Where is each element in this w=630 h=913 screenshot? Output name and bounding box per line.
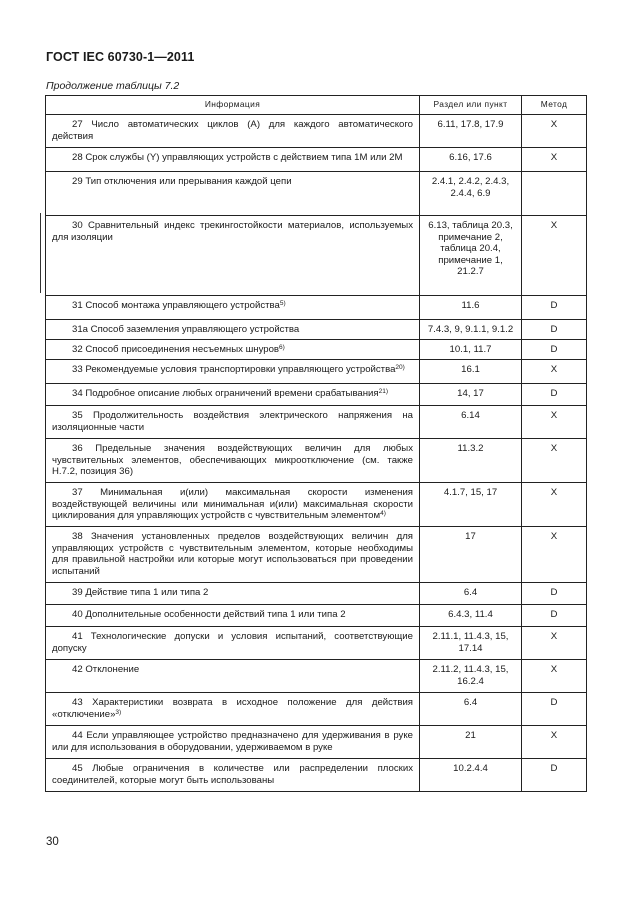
- row-info-cell: [46, 216, 420, 296]
- row-section-cell: 10.2.4.4: [420, 759, 522, 792]
- table-row: [46, 527, 587, 583]
- footnote-ref: 6): [279, 344, 285, 351]
- row-info-cell: [46, 759, 420, 792]
- row-info-text: 31а Способ заземления управляющего устройства: [72, 324, 300, 335]
- row-method-cell: D: [522, 759, 587, 792]
- row-info-text: 42 Отклонение: [72, 664, 140, 675]
- table-row: [46, 726, 587, 759]
- row-info-text: 34 Подробное описание любых ограничений времени срабатывания: [72, 388, 379, 399]
- column-header-method: Метод: [522, 96, 587, 115]
- row-info-text: 39 Действие типа 1 или типа 2: [72, 587, 209, 598]
- row-info-text: 27 Число автоматических циклов (А) для каждого автоматического действия: [52, 119, 413, 142]
- row-info-cell: [46, 605, 420, 627]
- row-section-cell: 7.4.3, 9, 9.1.1, 9.1.2: [420, 320, 522, 340]
- table-row: [46, 360, 587, 384]
- row-info-text: 43 Характеристики возврата в исходное положение для действия «отключение»: [52, 697, 413, 720]
- footnote-ref: 4): [380, 510, 386, 517]
- row-info-cell: [46, 483, 420, 527]
- row-info-text: 28 Срок службы (Y) управляющих устройств с действием типа 1М или 2М: [72, 152, 403, 163]
- table-row: [46, 483, 587, 527]
- table-row: [46, 384, 587, 406]
- row-info-text: 41 Технологические допуски и условия испытаний, соответствующие допуску: [52, 631, 413, 654]
- row-section-cell: 10.1, 11.7: [420, 340, 522, 360]
- table-row: [46, 320, 587, 340]
- table-row: [46, 115, 587, 148]
- row-section-cell: 17: [420, 527, 522, 583]
- row-section-cell: 6.14: [420, 406, 522, 439]
- footnote-ref: 5): [279, 300, 286, 307]
- row-method-cell: D: [522, 320, 587, 340]
- table-row: [46, 693, 587, 726]
- row-info-text: 35 Продолжительность воздействия электрического напряжения на изоляционные части: [52, 410, 413, 433]
- table-row: [46, 296, 587, 320]
- row-method-cell: X: [522, 360, 587, 384]
- row-info-cell: [46, 627, 420, 660]
- row-info-cell: [46, 660, 420, 693]
- footnote-ref: 3): [115, 708, 122, 716]
- table-row: [46, 406, 587, 439]
- row-method-cell: [522, 172, 587, 216]
- row-info-cell: [46, 115, 420, 148]
- row-info-cell: [46, 296, 420, 320]
- footnote-ref: 20): [395, 364, 405, 371]
- row-info-text: 44 Если управляющее устройство предназначено для удерживания в руке или для использования в оборудовании, удерживаемом в руке: [52, 730, 413, 753]
- column-header-info: Информация: [46, 96, 420, 115]
- row-info-text: 30 Сравнительный индекс трекингостойкости материалов, используемых для изоляции: [52, 220, 413, 243]
- table-row: [46, 340, 587, 360]
- row-info-cell: [46, 384, 420, 406]
- row-section-cell: 11.3.2: [420, 439, 522, 483]
- row-info-cell: [46, 172, 420, 216]
- row-section-cell: 2.11.1, 11.4.3, 15, 17.14: [420, 627, 522, 660]
- row-info-cell: [46, 340, 420, 360]
- page-number: 30: [46, 836, 59, 848]
- table-row: [46, 216, 587, 296]
- table-row: [46, 605, 587, 627]
- row-info-cell: [46, 527, 420, 583]
- table-row: [46, 148, 587, 172]
- row-section-cell: 6.16, 17.6: [420, 148, 522, 172]
- row-method-cell: X: [522, 660, 587, 693]
- row-info-cell: [46, 406, 420, 439]
- row-method-cell: X: [522, 148, 587, 172]
- row-section-cell: 2.11.2, 11.4.3, 15, 16.2.4: [420, 660, 522, 693]
- row-method-cell: D: [522, 583, 587, 605]
- row-info-cell: [46, 726, 420, 759]
- row-info-text: 29 Тип отключения или прерывания каждой цепи: [72, 176, 292, 187]
- row-info-cell: [46, 583, 420, 605]
- row-info-text: 45 Любые ограничения в количестве или распределении плоских соединителей, которые могут быть использованы: [52, 763, 413, 786]
- row-section-cell: 6.11, 17.8, 17.9: [420, 115, 522, 148]
- row-info-cell: [46, 360, 420, 384]
- row-method-cell: X: [522, 726, 587, 759]
- footnote-ref: 21): [378, 388, 389, 395]
- row-info-text: 37 Минимальная и(или) максимальная скорости изменения воздействующей величины или минимальная и(или) максимальная скорости циклирования для управляющих устройств с чувствительным элементом: [52, 487, 413, 521]
- row-info-text: 32 Способ присоединения несъемных шнуров: [72, 344, 280, 355]
- row-info-cell: [46, 693, 420, 726]
- row-method-cell: D: [522, 693, 587, 726]
- column-header-section: Раздел или пункт: [420, 96, 522, 115]
- row-info-cell: [46, 439, 420, 483]
- row-info-text: 33 Рекомендуемые условия транспортировки управляющего устройства: [72, 364, 396, 375]
- table-row: [46, 759, 587, 792]
- row-method-cell: D: [522, 384, 587, 406]
- row-method-cell: X: [522, 483, 587, 527]
- row-method-cell: D: [522, 605, 587, 627]
- table-row: [46, 172, 587, 216]
- row-section-cell: 6.13, таблица 20.3, примечание 2, таблица 20.4, примечание 1, 21.2.7: [420, 216, 522, 296]
- table-row: [46, 660, 587, 693]
- row-info-cell: [46, 320, 420, 340]
- row-method-cell: X: [522, 527, 587, 583]
- row-method-cell: D: [522, 340, 587, 360]
- row-section-cell: 6.4.3, 11.4: [420, 605, 522, 627]
- row-method-cell: X: [522, 439, 587, 483]
- row-method-cell: X: [522, 216, 587, 296]
- spec-table: [45, 95, 587, 792]
- row-section-cell: 16.1: [420, 360, 522, 384]
- table-body: [46, 115, 587, 792]
- row-section-cell: 21: [420, 726, 522, 759]
- row-info-cell: [46, 148, 420, 172]
- row-section-cell: 2.4.1, 2.4.2, 2.4.3, 2.4.4, 6.9: [420, 172, 522, 216]
- row-method-cell: D: [522, 296, 587, 320]
- row-method-cell: X: [522, 406, 587, 439]
- row-section-cell: 11.6: [420, 296, 522, 320]
- row-info-text: 36 Предельные значения воздействующих величин для любых чувствительных элементов, обеспечивающих микроотключение (см. также Н.7.2, позиция 36): [52, 443, 413, 477]
- row-info-text: 31 Способ монтажа управляющего устройства: [72, 300, 280, 311]
- row-method-cell: X: [522, 627, 587, 660]
- table-header-row: [46, 96, 587, 115]
- table-row: [46, 583, 587, 605]
- table-row: [46, 627, 587, 660]
- row-method-cell: X: [522, 115, 587, 148]
- row-section-cell: 6.4: [420, 693, 522, 726]
- row-info-text: 38 Значения установленных пределов воздействующих величин для управляющих устройств с чувствительным элементом, которые необходимы для правильной настройки или которые могут использоваться при проведении испытаний: [52, 531, 413, 577]
- row-info-text: 40 Дополнительные особенности действий типа 1 или типа 2: [72, 609, 346, 620]
- document-code: ГОСТ IEC 60730-1—2011: [46, 50, 195, 64]
- row-section-cell: 14, 17: [420, 384, 522, 406]
- table-caption: Продолжение таблицы 7.2: [46, 80, 180, 92]
- row-section-cell: 6.4: [420, 583, 522, 605]
- revision-margin-bar: [40, 213, 41, 293]
- row-section-cell: 4.1.7, 15, 17: [420, 483, 522, 527]
- table-row: [46, 439, 587, 483]
